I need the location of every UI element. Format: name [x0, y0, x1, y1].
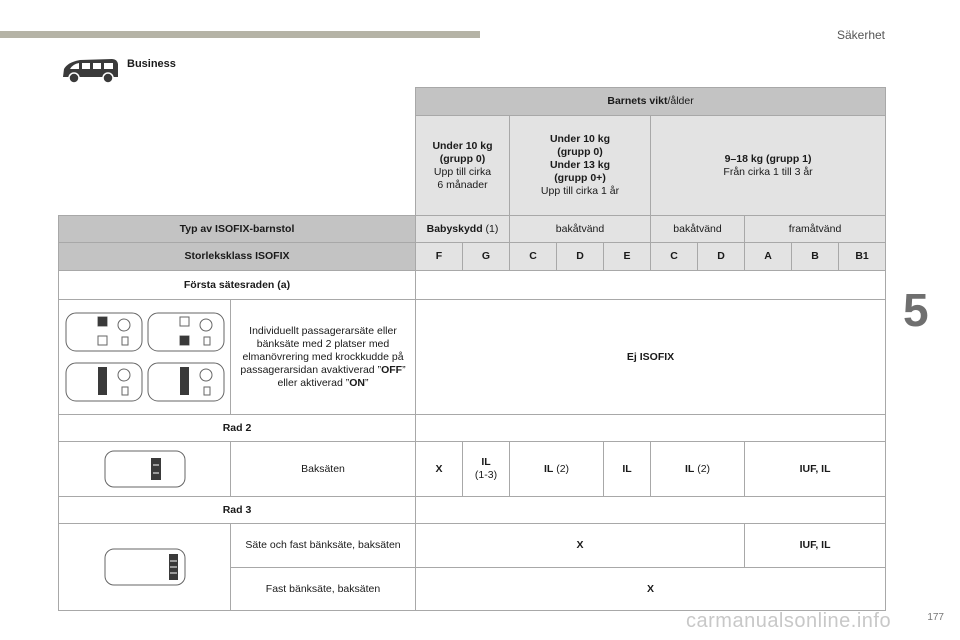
row2-value: IL (1-3) [463, 442, 510, 497]
row1-diagram [59, 300, 231, 415]
row2-diagram [59, 442, 231, 497]
row2-value: IL (2) [510, 442, 604, 497]
row3-description: Säte och fast bänksäte, baksäten [231, 524, 416, 568]
row1-description: Individuellt passagerarsäte eller bänksäte med 2 platser med elmanövrering med krockkudde på passagerarsidan avaktiverad ”OFF” eller aktiverad ”ON” [231, 300, 416, 415]
page-number: 177 [927, 612, 944, 623]
van-icon [60, 57, 120, 85]
row2-value: X [416, 442, 463, 497]
size-class-value: F [416, 243, 463, 271]
size-class-value: A [745, 243, 792, 271]
row2-description: Baksäten [231, 442, 416, 497]
isofix-table [58, 87, 886, 611]
row1-title: Första sätesraden (a) [59, 271, 416, 300]
seat-type-label: Typ av ISOFIX-barnstol [59, 216, 416, 243]
size-class-value: D [698, 243, 745, 271]
row3-description: Fast bänksäte, baksäten [231, 568, 416, 611]
row2-title: Rad 2 [59, 415, 416, 442]
size-class-value: C [510, 243, 557, 271]
row2-value: IUF, IL [745, 442, 886, 497]
size-class-value: B [792, 243, 839, 271]
seat-type-rear-2: bakåtvänd [651, 216, 745, 243]
watermark: carmanualsonline.info [686, 610, 892, 632]
vehicle-label: Business [127, 58, 176, 70]
group-0plus-cell: Under 10 kg (grupp 0) Under 13 kg (grupp 0+) Upp till cirka 1 år [510, 116, 651, 216]
row3-value: X [416, 524, 745, 568]
section-title: Säkerhet [836, 28, 885, 42]
row2-value: IL (2) [651, 442, 745, 497]
size-class-value: C [651, 243, 698, 271]
row3-diagram [59, 524, 231, 611]
size-class-value: G [463, 243, 510, 271]
size-class-value: B1 [839, 243, 886, 271]
header-bar [0, 31, 480, 38]
row3-seat-diagram-icon [103, 547, 187, 587]
group-0-cell: Under 10 kg (grupp 0) Upp till cirka 6 månader [416, 116, 510, 216]
weight-age-header: Barnets vikt/ålder [416, 88, 886, 116]
seat-type-babyskydd: Babyskydd (1) [416, 216, 510, 243]
row3-value: X [416, 568, 886, 611]
size-class-value: E [604, 243, 651, 271]
size-class-value: D [557, 243, 604, 271]
row3-title: Rad 3 [59, 497, 416, 524]
row3-forward-value: IUF, IL [745, 524, 886, 568]
chapter-number: 5 [903, 284, 929, 336]
row2-seat-diagram-icon [103, 449, 187, 489]
row2-value: IL [604, 442, 651, 497]
size-class-label: Storleksklass ISOFIX [59, 243, 416, 271]
row1-value: Ej ISOFIX [416, 300, 886, 415]
seat-type-forward: framåtvänd [745, 216, 886, 243]
front-seat-diagram-icon [62, 305, 228, 409]
group-1-cell: 9–18 kg (grupp 1) Från cirka 1 till 3 år [651, 116, 886, 216]
seat-type-rear-1: bakåtvänd [510, 216, 651, 243]
